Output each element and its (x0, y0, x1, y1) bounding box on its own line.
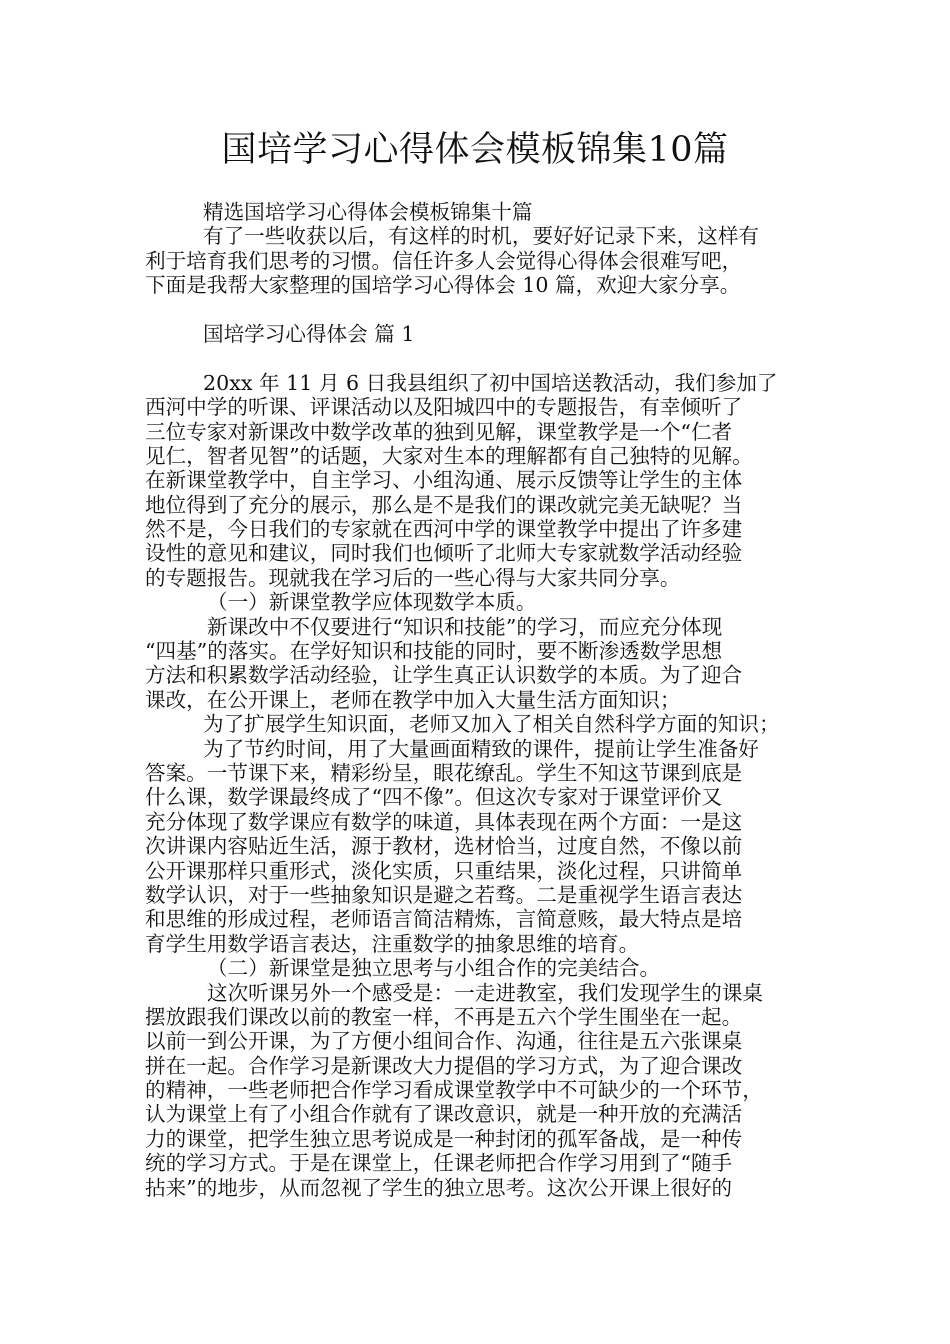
paragraph-line: 育学生用数学语言表达，注重数学的抽象思维的培育。 (145, 931, 640, 956)
paragraph-line: 利于培育我们思考的习惯。信任许多人会觉得心得体会很难写吧， (145, 248, 743, 273)
paragraph-line: 以前一到公开课，为了方便小组间合作、沟通，往往是五六张课桌 (145, 1029, 743, 1054)
paragraph-line: 次讲课内容贴近生活，源于教材，选材恰当，过度自然，不像以前 (145, 834, 743, 859)
paragraph-line: 充分体现了数学课应有数学的味道，具体表现在两个方面：一是这 (145, 809, 743, 834)
paragraph-line: 这次听课另外一个感受是：一走进教室，我们发现学生的课桌 (207, 980, 764, 1005)
blank-line (145, 346, 825, 370)
paragraph-line: 三位专家对新课改中数学改革的独到见解，课堂教学是一个“仁者 (145, 419, 733, 444)
paragraph-line: 方法和积累数学活动经验，让学生真正认识数学的本质。为了迎合 (145, 663, 743, 688)
paragraph-line: 然不是，今日我们的专家就在西河中学的课堂教学中提出了许多建 (145, 517, 743, 542)
paragraph-line: 认为课堂上有了小组合作就有了课改意识，就是一种开放的充满活 (145, 1102, 743, 1127)
paragraph-line: 国培学习心得体会 篇 1 (203, 321, 415, 346)
paragraph-line: 答案。一节课下来，精彩纷呈，眼花缭乱。学生不知这节课到底是 (145, 760, 743, 785)
paragraph-line: 什么课，数学课最终成了“四不像”。但这次专家对于课堂评价又 (145, 785, 723, 810)
paragraph-line: 公开课那样只重形式，淡化实质，只重结果，淡化过程，只讲简单 (145, 858, 743, 883)
paragraph-line: 西河中学的听课、评课活动以及阳城四中的专题报告，有幸倾听了 (145, 395, 743, 420)
paragraph-line: 的精神，一些老师把合作学习看成课堂教学中不可缺少的一个环节， (145, 1078, 763, 1103)
document-body (145, 200, 825, 1200)
paragraph-line: 为了节约时间，用了大量画面精致的课件，提前让学生准备好 (203, 736, 760, 761)
paragraph-line: 地位得到了充分的展示，那么是不是我们的课改就完美无缺呢？当 (145, 492, 743, 517)
document-title: 国培学习心得体会模板锦集10篇 (221, 130, 729, 170)
blank-line (145, 298, 825, 322)
paragraph-line: 统的学习方式。于是在课堂上，任课老师把合作学习用到了“随手 (145, 1151, 733, 1176)
paragraph-line: 的专题报告。现就我在学习后的一些心得与大家共同分享。 (145, 565, 681, 590)
paragraph-line: 课改，在公开课上，老师在教学中加入大量生活方面知识； (145, 687, 681, 712)
paragraph-line: （二）新课堂是独立思考与小组合作的完美结合。 (207, 956, 661, 981)
paragraph-line: 有了一些收获以后，有这样的时机，要好好记录下来，这样有 (203, 224, 760, 249)
paragraph-line: 在新课堂教学中，自主学习、小组沟通、展示反馈等让学生的主体 (145, 468, 743, 493)
paragraph-line: 设性的意见和建议，同时我们也倾听了北师大专家就数学活动经验 (145, 541, 743, 566)
paragraph-line: 力的课堂，把学生独立思考说成是一种封闭的孤军备战，是一种传 (145, 1126, 743, 1151)
paragraph-line: 和思维的形成过程，老师语言简洁精炼，言简意赅，最大特点是培 (145, 907, 743, 932)
paragraph-line: 为了扩展学生知识面，老师又加入了相关自然科学方面的知识； (203, 712, 780, 737)
paragraph-line: 数学认识，对于一些抽象知识是避之若骛。二是重视学生语言表达 (145, 882, 743, 907)
paragraph-line: 精选国培学习心得体会模板锦集十篇 (203, 200, 533, 224)
paragraph-line: 拼在一起。合作学习是新课改大力提倡的学习方式，为了迎合课改 (145, 1053, 743, 1078)
paragraph-line: 20xx 年 11 月 6 日我县组织了初中国培送教活动，我们参加了 (203, 370, 778, 395)
paragraph-line: 见仁，智者见智”的话题，大家对生本的理解都有自己独特的见解。 (145, 443, 753, 468)
paragraph-line: 拈来”的地步，从而忽视了学生的独立思考。这次公开课上很好的 (145, 1175, 733, 1200)
paragraph-line: （一）新课堂教学应体现数学本质。 (207, 590, 537, 615)
paragraph-line: “四基”的落实。在学好知识和技能的同时，要不断渗透数学思想 (145, 639, 723, 664)
paragraph-line: 下面是我帮大家整理的国培学习心得体会 10 篇，欢迎大家分享。 (145, 273, 741, 298)
paragraph-line: 新课改中不仅要进行“知识和技能”的学习，而应充分体现 (207, 614, 723, 639)
paragraph-line: 摆放跟我们课改以前的教室一样，不再是五六个学生围坐在一起。 (145, 1004, 743, 1029)
